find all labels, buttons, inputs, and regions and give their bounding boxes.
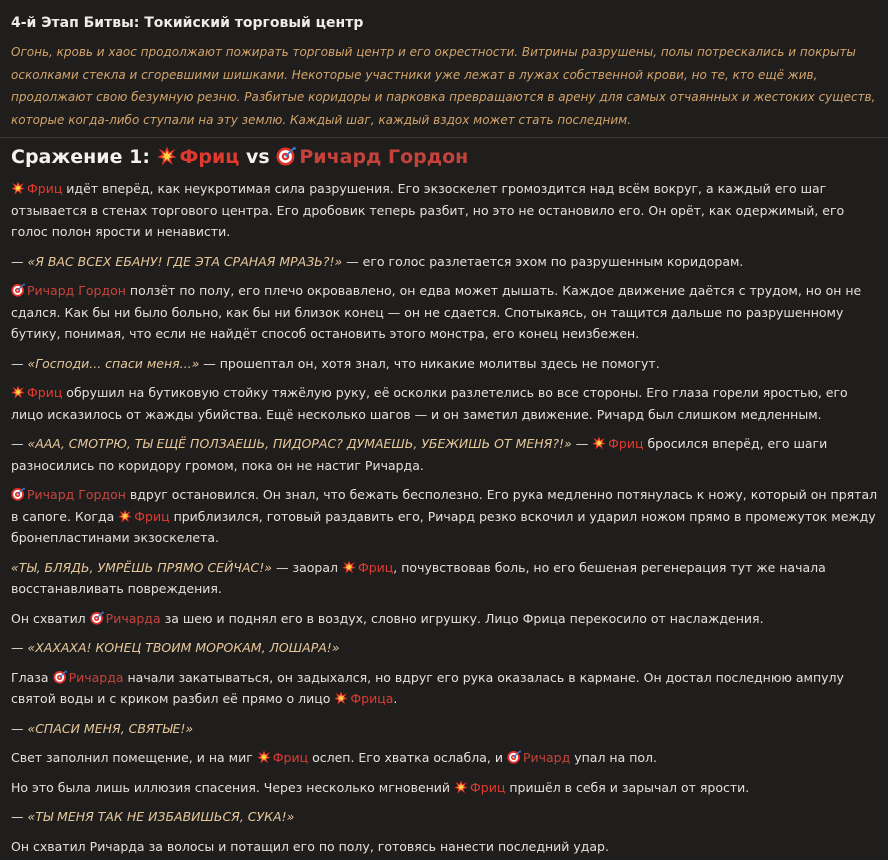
fighter1-mention: Фрица [350,691,394,706]
explosion-icon [342,559,356,573]
explosion-icon [11,180,25,194]
fighter2-mention: Ричард [522,750,571,765]
narration-text: — [571,436,593,451]
story-paragraph [11,433,880,476]
story-paragraph [11,718,880,740]
stage-title: 4-й Этап Битвы: Токийский торговый центр [11,15,364,31]
quote-text: «СПАСИ МЕНЯ, СВЯТЫЕ!» [27,720,194,736]
narration-text: пришёл в себя и зарычал от ярости. [505,779,750,795]
quote-text: «Я ВАС ВСЕХ ЕБАНУ! ГДЕ ЭТА СРАНАЯ МРАЗЬ?!» [27,253,343,269]
quote-text: «ТЫ МЕНЯ ТАК НЕ ИЗБАВИШЬСЯ, СУКА!» [27,809,295,824]
narration-text: — [11,720,28,736]
fighter2-mention: Ричард Гордон [27,283,126,298]
narration-text: ползёт по полу, его плечо окровавлено, он едва может дышать. Каждое движение даётся с трудом, но он не сдался. Как бы ни было больно, как бы ни близок конец — он не сдается. Спотыкаясь, он тащится дальше по разрушенному бутику, понимая, что если не найдёт способ остановить этого монстра, его конец неизбежен. [11,283,862,341]
narration-text: — [11,436,28,451]
fighter2-name: Ричард Гордон [299,146,469,168]
fighter1-mention: Фриц [272,750,309,765]
fight-heading [11,144,880,170]
fighter1-mention: Фриц [357,559,394,575]
explosion-icon [257,749,271,763]
story-paragraph [11,557,880,600]
story-paragraph [11,608,880,630]
target-icon [90,610,104,624]
fighter1-name: Фриц [179,146,240,168]
explosion-icon [334,690,348,704]
narration-text: ослеп. Его хватка ослабла, и [308,750,507,765]
section-divider [0,137,888,138]
narration-text: — [11,809,28,824]
narration-text: — прошептал он, хотя знал, что никакие молитвы здесь не помогут. [199,355,660,371]
target-icon [507,749,521,763]
narration-text: упал на пол. [570,750,657,765]
story-paragraph [11,836,880,858]
story-paragraph [11,747,880,769]
narration-text: Свет заполнил помещение, и на миг [11,750,257,765]
narration-text: Глаза [11,669,53,685]
story-paragraph [11,382,880,425]
target-icon [11,282,25,296]
quote-text: «ТЫ, БЛЯДЬ, УМРЁШЬ ПРЯМО СЕЙЧАС!» [11,559,272,575]
narration-text: . [393,691,398,706]
narration-text: — заорал [272,559,342,575]
story-paragraph [11,178,880,243]
quote-text: «Господи... спаси меня...» [27,355,200,371]
target-icon [11,486,25,500]
fighter1-mention: Фриц [608,436,644,451]
narration-text: — [11,355,28,371]
versus-label: vs [246,146,270,168]
narration-text: идёт вперёд, как неукротимая сила разрушения. Его экзоскелет громоздится над всём вокруг, а каждый его шаг отзывается в стенах торгового центра. Его дробовик теперь разбит, но это не остановило его. Он орёт, как одержимый, его голос полон ярости и ненависти. [11,181,845,239]
narration-text: приблизился, готовый раздавить его, Ричард резко вскочил и ударил ножом прямо в промежуток между бронепластинами экзоскелета. [11,508,876,545]
story-paragraph [11,353,880,375]
battle-story [11,178,880,857]
target-icon [53,669,67,683]
story-paragraph [11,484,880,549]
narration-text: , почувствовав боль, но его бешеная регенерация тут же начала восстанавливать повреждения. [11,559,826,596]
stage-intro: Огонь, кровь и хаос продолжают пожирать торговый центр и его окрестности. Витрины разрушены, полы потрескались и покрыты осколками стекла и сгоревшими шишками. Некоторые участники уже лежат в лужах собственной крови, но те, кто ещё жив, продолжают свою безумную резню. Разбитые коридоры и парковка превращаются в арену для самых отчаянных и жестоких существ, которые когда-либо ступали на эту землю. Каждый шаг, каждый вздох может стать последним. [11,45,876,127]
narration-text: начали закатываться, он задыхался, но вдруг его рука оказалась в кармане. Он достал последнюю ампулу святой воды и с криком разбил её прямо о лицо [11,669,844,706]
explosion-icon [592,435,606,449]
fighter1-mention: Фриц [470,779,506,795]
story-paragraph [11,667,880,710]
fighter1-mention: Фриц [134,508,170,524]
narration-text: — [11,253,28,269]
narration-text: обрушил на бутиковую стойку тяжёлую руку, её осколки разлетелись во все стороны. Его глаза горели яростью, его лицо исказилось от жажды убийства. Ещё несколько шагов — и он заметил движение. Ричард был слишком медленным. [11,385,848,422]
narration-text: Но это была лишь иллюзия спасения. Через несколько мгновений [11,779,455,795]
target-icon [276,146,296,166]
explosion-icon [454,779,468,793]
fighter2-mention: Ричарда [105,610,161,626]
fighter2-mention: Ричарда [68,669,124,685]
fighter1-mention: Фриц [27,181,63,196]
explosion-icon [157,146,177,166]
narration-text: Он схватил Ричарда за волосы и потащил его по полу, готовясь нанести последний удар. [11,838,609,854]
quote-text: «ХАХАХА! КОНЕЦ ТВОИМ МОРОКАМ, ЛОШАРА!» [27,640,340,655]
fighter1-mention: Фриц [27,385,63,400]
narration-text: — его голос разлетается эхом по разрушенным коридорам. [342,253,744,269]
story-paragraph [11,777,880,799]
story-paragraph [11,280,880,345]
quote-text: «ААА, СМОТРЮ, ТЫ ЕЩЁ ПОЛЗАЕШЬ, ПИДОРАС? ДУМАЕШЬ, УБЕЖИШЬ ОТ МЕНЯ?!» [27,436,572,451]
explosion-icon [118,508,132,522]
story-paragraph [11,806,880,828]
story-paragraph [11,251,880,273]
narration-text: бросился вперёд, его шаги разносились по коридору громом, пока он не настиг Ричарда. [11,436,828,473]
narration-text: Он схватил [11,610,90,626]
fighter2-mention: Ричард Гордон [27,487,126,502]
explosion-icon [11,384,25,398]
narration-text: — [11,640,28,655]
narration-text: вдруг остановился. Он знал, что бежать бесполезно. Его рука медленно потянулась к ножу, который он прятал в сапоге. Когда [11,487,878,524]
story-paragraph [11,637,880,659]
fight-prefix: Сражение 1: [11,146,150,168]
narration-text: за шею и поднял его в воздух, словно игрушку. Лицо Фрица перекосило от наслаждения. [160,610,764,626]
